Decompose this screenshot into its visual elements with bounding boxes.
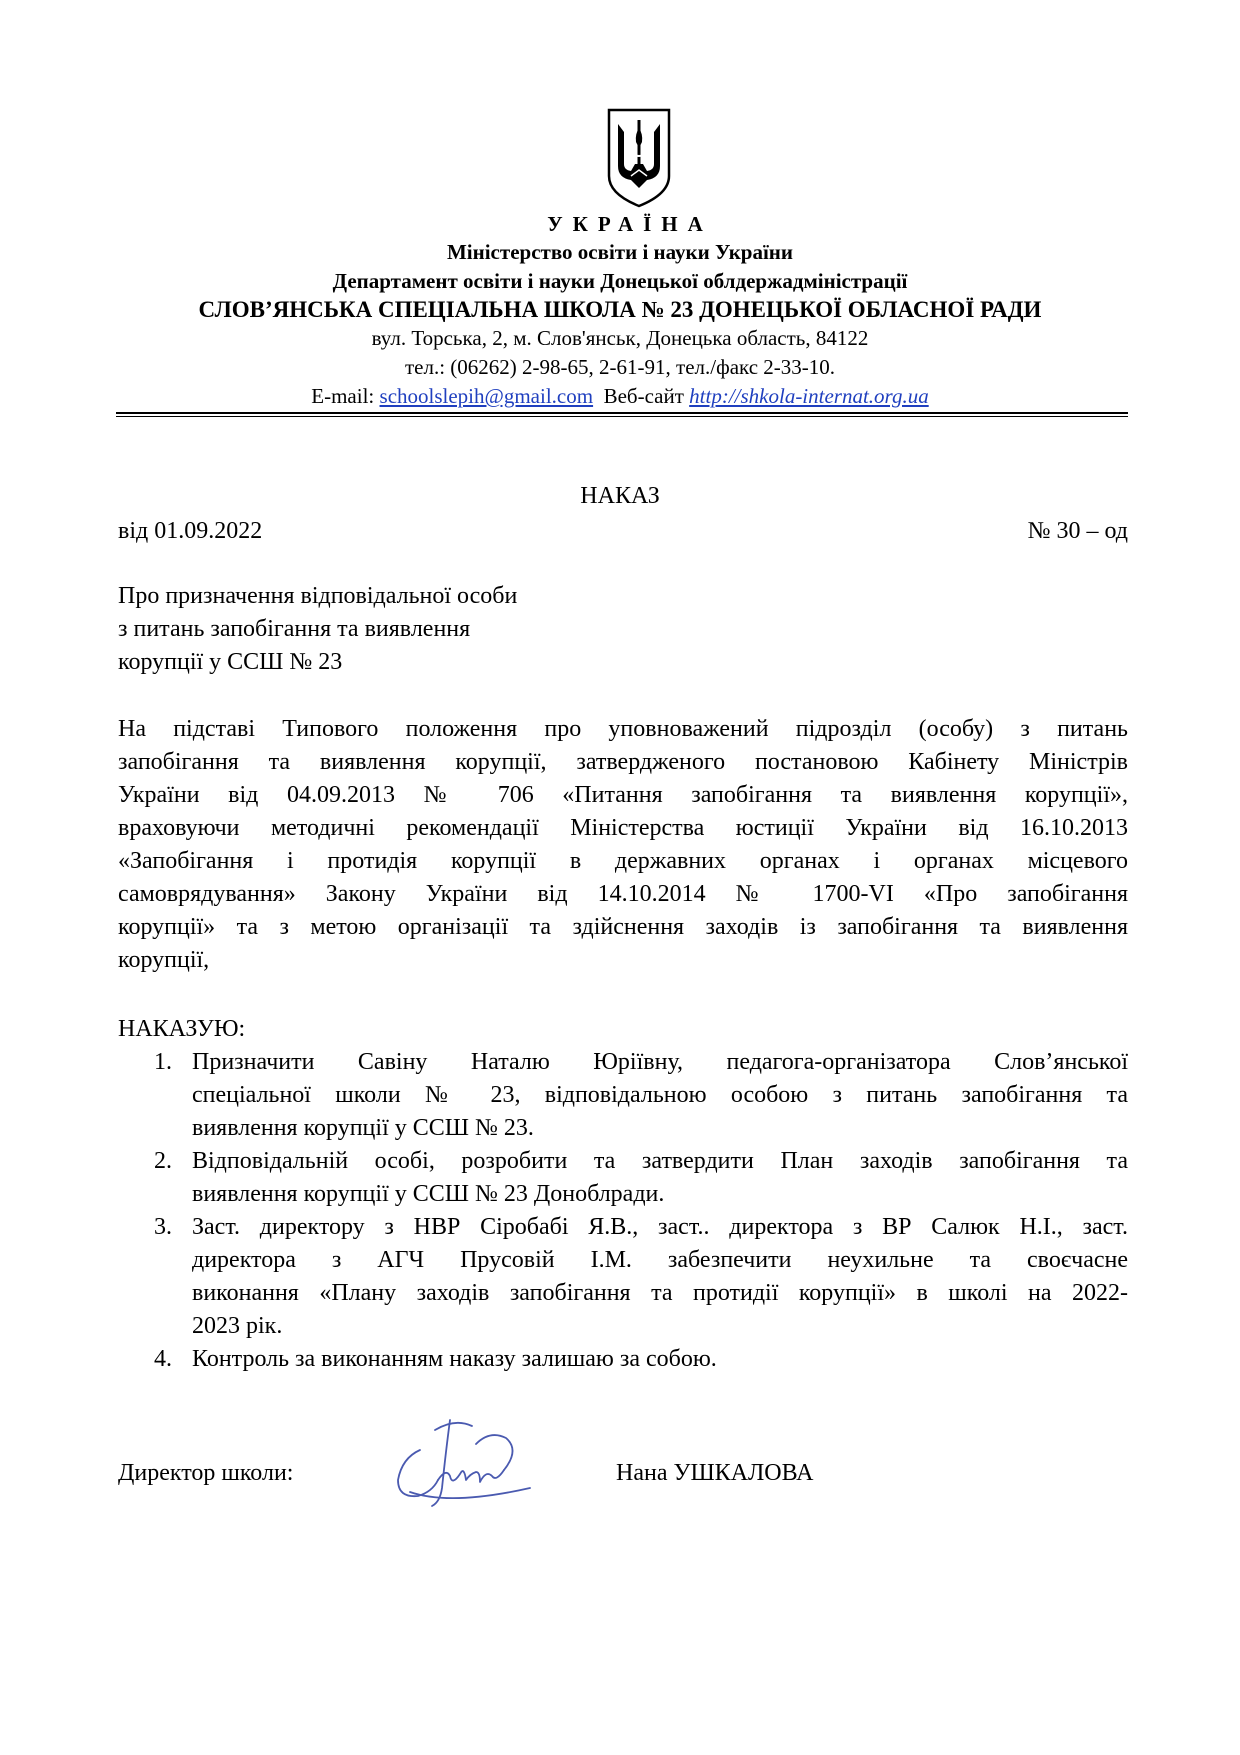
item-number: 1. (154, 1049, 172, 1075)
signatory-title: Директор школи: (118, 1460, 294, 1486)
item-line: Заст. директору з НВР Сіробабі Я.В., заст.. директора з ВР Салюк Н.І., заст. (192, 1214, 1128, 1240)
item-line: Відповідальній особі, розробити та затвердити План заходів запобігання та (192, 1148, 1128, 1174)
preamble-line: «Запобігання і протидія корупції в державних органах і органах місцевого (118, 848, 1128, 874)
preamble-line: України від 04.09.2013 № 706 «Питання запобігання та виявлення корупції», (118, 782, 1128, 808)
order-number: № 30 – од (1027, 518, 1128, 544)
item-line: спеціальної школи № 23, відповідальною особою з питань запобігання та (192, 1082, 1128, 1108)
country-name: УКРАЇНА (547, 212, 713, 236)
orders-heading: НАКАЗУЮ: (118, 1016, 246, 1042)
ministry-name: Міністерство освіти і науки України (446, 240, 794, 264)
contact-line (0, 383, 1240, 409)
preamble-line: самоврядування» Закону України від 14.10.2014 № 1700-VI «Про запобігання (118, 881, 1128, 907)
subject-line: корупції у ССШ № 23 (118, 649, 343, 675)
item-number: 2. (154, 1148, 172, 1174)
list-item (118, 1211, 1128, 1343)
preamble-line: На підставі Типового положення про уповноважений підрозділ (особу) з питань (118, 716, 1128, 742)
subject-line: Про призначення відповідальної особи (118, 583, 518, 609)
subject-line: з питань запобігання та виявлення (118, 616, 471, 642)
item-number: 3. (154, 1214, 172, 1240)
item-line: 2023 рік. (192, 1313, 283, 1339)
preamble-line: запобігання та виявлення корупції, затвердженого постановою Кабінету Міністрів (118, 749, 1128, 775)
preamble-line: враховуючи методичні рекомендації Міністерства юстиції України від 16.10.2013 (118, 815, 1128, 841)
website-link[interactable]: http://shkola-internat.org.ua (689, 384, 929, 408)
school-phones: тел.: (06262) 2-98-65, 2-61-91, тел./факс 2-33-10. (405, 355, 835, 379)
preamble-paragraph (118, 713, 1128, 977)
header-divider-thin (116, 416, 1128, 417)
orders-list (118, 1046, 1128, 1376)
item-line: виявлення корупції у ССШ № 23 Доноблради. (192, 1181, 665, 1207)
email-label: E-mail: (311, 384, 375, 408)
order-subject (118, 580, 517, 679)
handwritten-signature (380, 1410, 545, 1520)
item-line: Контроль за виконанням наказу залишаю за собою. (192, 1346, 717, 1372)
order-date: від 01.09.2022 (118, 518, 263, 544)
item-line: директора з АГЧ Прусовій І.М. забезпечити неухильне та своєчасне (192, 1247, 1128, 1273)
school-name: СЛОВ’ЯНСЬКА СПЕЦІАЛЬНА ШКОЛА № 23 ДОНЕЦЬКОЇ ОБЛАСНОЇ РАДИ (198, 297, 1042, 322)
school-address: вул. Торська, 2, м. Слов'янськ, Донецька область, 84122 (371, 326, 869, 350)
website-label: Веб-сайт (603, 384, 684, 408)
document-title: НАКАЗ (580, 483, 660, 509)
item-line: виявлення корупції у ССШ № 23. (192, 1115, 534, 1141)
signatory-name: Нана УШКАЛОВА (616, 1460, 814, 1486)
preamble-line: корупції» та з метою організації та здійснення заходів із запобігання та виявлення (118, 914, 1128, 940)
list-item (118, 1343, 1128, 1376)
list-item (118, 1145, 1128, 1211)
item-line: Призначити Савіну Наталю Юріївну, педагога-організатора Слов’янської (192, 1049, 1128, 1075)
item-line: виконання «Плану заходів запобігання та протидії корупції» в школі на 2022- (192, 1280, 1128, 1306)
item-number: 4. (154, 1346, 172, 1372)
email-link[interactable]: schoolslepih@gmail.com (379, 384, 594, 408)
department-name: Департамент освіти і науки Донецької облдержадміністрації (332, 269, 908, 293)
preamble-line: корупції, (118, 947, 210, 973)
header-divider-thick (116, 412, 1128, 414)
trident-emblem-icon (605, 108, 673, 208)
list-item (118, 1046, 1128, 1145)
